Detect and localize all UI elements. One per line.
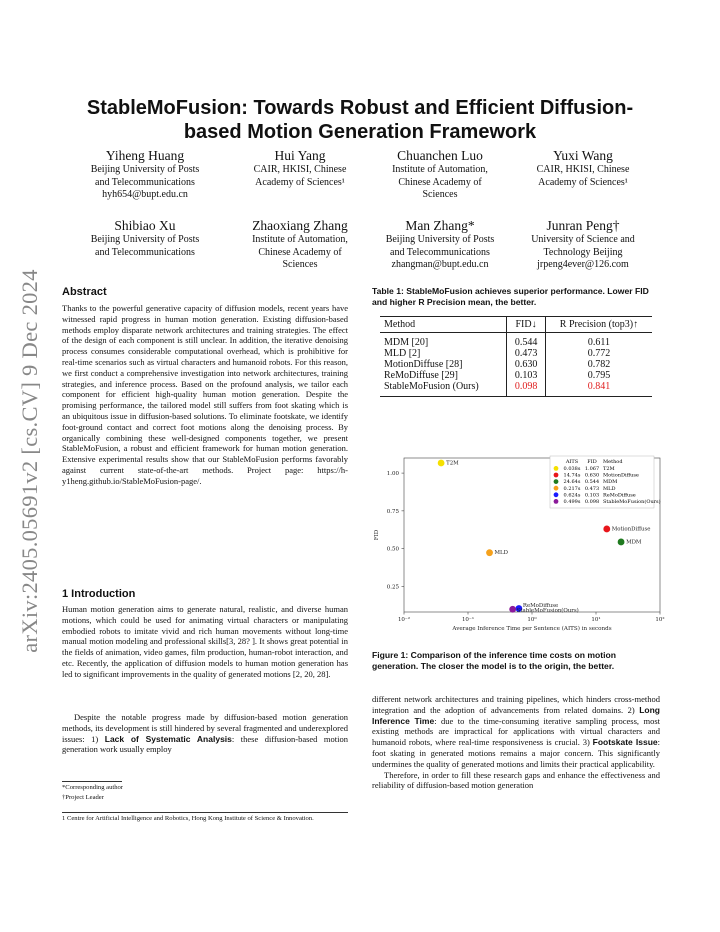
body-emphasis: Footskate Issue [592, 737, 658, 748]
author-name: Hui Yang [274, 148, 326, 163]
right-column-text [372, 694, 660, 791]
data-point-label: MDM [626, 539, 642, 546]
author-block [228, 148, 372, 189]
x-tick-label: 10⁻¹ [461, 617, 475, 623]
author-affiliation: Beijing University of Posts [385, 234, 495, 245]
legend-aits: 24.64s [563, 479, 581, 486]
figure-caption: Figure 1: Comparison of the inference time costs on motion generation. The closer the model is to the origin, the better. [372, 650, 616, 671]
table-header: R Precision (top3)↑ [545, 317, 652, 333]
legend-header: Method [603, 459, 623, 465]
author-email: jrpeng4ever@126.com [537, 259, 629, 270]
table-cell: 0.611 [545, 333, 652, 349]
author-email: hyh654@bupt.edu.cn [102, 189, 188, 200]
body-text: : foot skating in generated motions remains a major concern. This significantly undermines the quality of generated motions and limits their practical applicability. [372, 737, 660, 769]
legend-aits: 0.624s [563, 492, 581, 499]
table-cell: 0.630 [507, 359, 546, 370]
arxiv-id: arXiv:2405.05691v2 [cs.CV] 9 Dec 2024 [17, 269, 42, 653]
legend-method: ReMoDiffuse [603, 492, 636, 499]
legend-fid: 0.103 [584, 492, 600, 499]
table-cell-best: 0.841 [545, 381, 652, 397]
table-row [380, 370, 652, 381]
author-name: Yuxi Wang [553, 148, 613, 163]
table-cell: 0.795 [545, 370, 652, 381]
author-affiliation: Beijing University of Posts [90, 234, 200, 245]
legend-aits: 0.038s [563, 466, 581, 472]
legend-fid: 1.067 [584, 466, 600, 472]
intro-text: : these diffusion-based motion generation work usually employ [62, 733, 349, 755]
footnote-divider [62, 812, 348, 813]
author-name: Junran Peng† [546, 218, 620, 233]
introduction-heading: 1 Introduction [62, 588, 136, 600]
introduction-paragraph [62, 712, 348, 755]
data-point-label: T2M [446, 460, 459, 467]
legend-marker [554, 492, 559, 497]
author-name: Shibiao Xu [114, 218, 176, 233]
introduction-paragraph [62, 604, 348, 680]
author-block [508, 148, 658, 189]
table-cell: MLD [2] [384, 348, 421, 359]
x-tick-label: 10² [655, 617, 665, 623]
data-point [438, 460, 445, 467]
author-affiliation: Chinese Academy of [398, 176, 482, 188]
author-affiliation: Chinese Academy of [258, 246, 342, 258]
legend-fid: 0.544 [584, 479, 600, 486]
body-paragraph: Therefore, in order to fill these research gaps and enhance the effectiveness and reliability of diffusion-based motion generation [372, 769, 660, 791]
table-header: FID↓ [507, 317, 546, 333]
author-affiliation: and Telecommunications [95, 176, 195, 188]
author-affiliation: and Telecommunications [390, 246, 490, 258]
legend-marker [554, 466, 559, 471]
table-header-row [380, 317, 652, 333]
legend-header: FID [587, 459, 597, 465]
author-name: Man Zhang* [405, 218, 475, 233]
legend-method: MLD [603, 485, 616, 492]
legend-marker [554, 473, 559, 478]
y-tick-label: 0.25 [386, 584, 399, 591]
legend-fid: 0.098 [584, 499, 600, 505]
table-cell-best: 0.098 [507, 381, 546, 397]
intro-text: Human motion generation aims to generate natural, realistic, and diverse human motions, which could be used for animating virtual characters or manipulating embodied robots to imitate vivid and rich human movements without long-time manual motion modeling and professional skills[3, 28? ]. It shows great potential in the fields of animation, video games, film production, human-robot interaction, and etc. Recently, the application of diffusion models to human motion generation has led to significant improvements in the quality of generated motions [2, 20, 28]. [62, 604, 348, 679]
paper-title: StableMoFusion: Towards Robust and Efficient Diffusion-based Motion Generation Framework [86, 97, 634, 143]
author-block [228, 218, 372, 272]
table-cell: 0.473 [507, 348, 546, 359]
table-row [380, 381, 652, 397]
author-affiliation: and Telecommunications [95, 246, 195, 258]
author-block [368, 148, 512, 202]
data-point-label: StableMoFusion(Ours) [516, 607, 579, 614]
author-affiliation: Beijing University of Posts [90, 164, 200, 175]
data-point-label: MotionDiffuse [611, 526, 651, 533]
legend-method: StableMoFusion(Ours) [603, 499, 661, 505]
author-block [508, 218, 658, 272]
author-block [368, 218, 512, 272]
legend-method: MDM [603, 479, 618, 486]
data-point [486, 549, 493, 556]
author-block [70, 218, 220, 259]
data-point-label: MLD [494, 550, 508, 557]
data-point [509, 606, 516, 613]
table-cell: MotionDiffuse [28] [384, 359, 463, 370]
table-header: Method [380, 317, 507, 333]
footnote-affiliation: 1 Centre for Artificial Intelligence and Robotics, Hong Kong Institute of Science & Innovation. [62, 815, 314, 822]
legend-fid: 0.630 [584, 472, 600, 479]
table-row [380, 348, 652, 359]
body-paragraph [372, 694, 660, 770]
legend-method: T2M [603, 466, 615, 472]
legend-marker [554, 486, 559, 491]
footnote-divider [62, 781, 122, 782]
legend-aits: 0.217s [563, 485, 581, 492]
intro-emphasis: Lack of Systematic Analysis [104, 733, 232, 744]
author-affiliation: Sciences [282, 259, 318, 270]
table-cell: 0.772 [545, 348, 652, 359]
x-tick-label: 10⁰ [527, 617, 537, 623]
author-affiliation: Sciences [422, 189, 458, 200]
table-caption: Table 1: StableMoFusion achieves superior performance. Lower FID and higher R Precision mean, the better. [372, 286, 649, 307]
author-affiliation: Academy of Sciences¹ [538, 176, 628, 188]
author-name: Chuanchen Luo [397, 148, 483, 163]
legend-aits: 0.499s [563, 499, 581, 505]
results-table [380, 316, 652, 397]
arxiv-stamp [8, 256, 52, 666]
legend-marker [554, 479, 559, 484]
legend-marker [554, 499, 559, 504]
table-row [380, 333, 652, 349]
footnote-corresponding: *Corresponding author [62, 784, 123, 791]
legend-header: AITS [565, 459, 579, 465]
author-name: Zhaoxiang Zhang [252, 218, 348, 233]
data-point [618, 539, 625, 546]
x-axis-label: Average Inference Time per Sentence (AITS) in seconds [452, 626, 612, 632]
author-affiliation: CAIR, HKISI, Chinese [253, 164, 347, 175]
author-block [70, 148, 220, 202]
y-tick-label: 0.50 [386, 546, 399, 553]
table-cell: 0.103 [507, 370, 546, 381]
x-tick-label: 10⁻² [397, 617, 411, 623]
body-text: : due to the time-consuming iterative sampling process, most existing methods are impractical for applications with virtual characters and humanoid robots, where real-time responsiveness is crucial. 3) [372, 715, 661, 748]
table-cell: MDM [20] [384, 337, 429, 348]
body-text: different network architectures and training pipelines, which hinders cross-method integration and the adoption of advancements from related domains. 2) [372, 694, 660, 715]
footnote-leader: †Project Leader [62, 794, 104, 801]
table-row [380, 359, 652, 370]
body-emphasis: Long Inference Time [372, 704, 660, 726]
abstract-text: Thanks to the powerful generative capacity of diffusion models, recent years have witnessed rapid progress in human motion generation. Existing diffusion-based methods employ disparate network architectures and training strategies. The effect of the design of each component is still unclear. In addition, the iterative denoising process consumes considerable computational overhead, which is prohibitive for real-time scenarios such as virtual characters and humanoid robots. For this reason, we first conduct a comprehensive investigation into network architectures, training strategies, and inference process. Based on the profound analysis, we tailor each component for efficient high-quality human motion generation. Despite the promising performance, the tailored model still suffers from foot skating which is an ubiquitous issue in diffusion-based solutions. To eliminate footskate, we identify foot-ground contact and correct foot motions along the denoising process. By organically combining these well-designed components together, we present StableMoFusion, a robust and efficient framework for human motion generation. Extensive experimental results show that our StableMoFusion performs favorably against current state-of-the-art methods. Project page: https://h-y1heng.github.io/StableMoFusion-page/. [62, 303, 348, 486]
author-affiliation: Technology Beijing [543, 246, 623, 258]
author-affiliation: Academy of Sciences¹ [255, 176, 345, 188]
y-tick-label: 0.75 [386, 508, 399, 515]
x-tick-label: 10¹ [591, 617, 601, 623]
legend-aits: 14.74s [563, 472, 581, 479]
author-affiliation: University of Science and [531, 234, 635, 245]
table-cell: 0.782 [545, 359, 652, 370]
intro-text: Despite the notable progress made by diffusion-based motion generation methods, its development is still hindered by several fragmented and underexplored issues: 1) [62, 712, 348, 744]
legend-fid: 0.473 [584, 485, 600, 492]
table-cell: 0.544 [507, 333, 546, 349]
inference-time-scatter-chart [368, 452, 668, 642]
data-point-label: ReMoDiffuse [522, 603, 559, 610]
legend-method: MotionDiffuse [603, 472, 639, 479]
author-affiliation: Institute of Automation, [392, 164, 488, 175]
table-cell: StableMoFusion (Ours) [384, 381, 479, 392]
author-affiliation: CAIR, HKISI, Chinese [536, 164, 630, 175]
author-email: zhangman@bupt.edu.cn [391, 259, 489, 270]
y-tick-label: 1.00 [386, 471, 399, 478]
table-cell: ReMoDiffuse [29] [384, 370, 458, 381]
author-affiliation: Institute of Automation, [252, 234, 348, 245]
abstract-heading: Abstract [62, 286, 107, 298]
author-name: Yiheng Huang [105, 148, 185, 163]
y-axis-label: FID [374, 529, 380, 541]
data-point [603, 526, 610, 533]
